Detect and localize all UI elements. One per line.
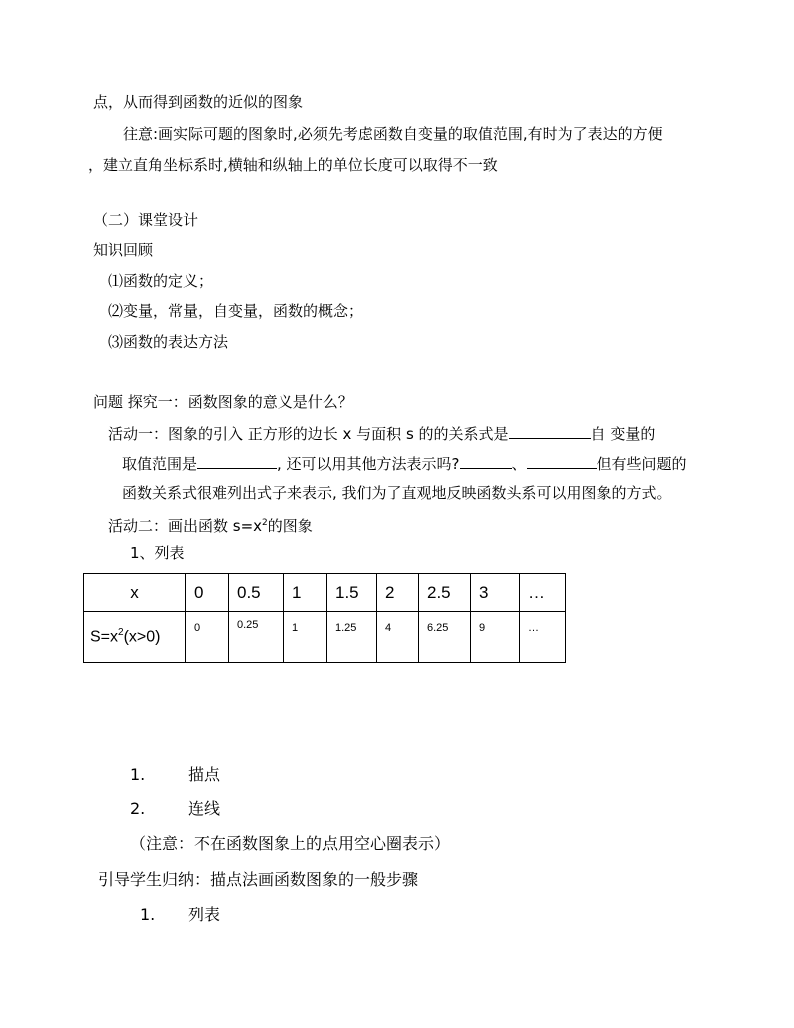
table-cell: 0 bbox=[186, 574, 229, 612]
s-header-pre: S=x bbox=[90, 628, 119, 646]
answer-blank-method-2 bbox=[527, 453, 597, 469]
table-cell: 1 bbox=[284, 574, 327, 612]
table-cell: 9 bbox=[471, 612, 520, 663]
step-list-label: 1、列表 bbox=[130, 544, 185, 562]
intro-line-3: ，建立直角坐标系时,横轴和纵轴上的单位长度可以取得不一致 bbox=[88, 156, 498, 174]
question-title: 问题 探究一：函数图象的意义是什么？ bbox=[93, 393, 353, 411]
table-cell: 0.25 bbox=[229, 612, 284, 663]
step-2-number: 2. bbox=[130, 799, 146, 818]
table-row bbox=[84, 612, 566, 663]
guide-line: 引导学生归纳：描点法画函数图象的一般步骤 bbox=[98, 870, 419, 889]
activity1-text-e: 、 bbox=[511, 455, 527, 473]
table-header-s bbox=[84, 612, 186, 663]
review-item-3: ⑶函数的表达方法 bbox=[108, 333, 229, 351]
table-cell: 1 bbox=[284, 612, 327, 663]
table-cell: … bbox=[520, 612, 566, 663]
step-1 bbox=[130, 765, 220, 785]
guide-step-1-text: 列表 bbox=[188, 905, 221, 924]
section-heading: （二）课堂设计 bbox=[93, 211, 199, 229]
activity1-text-d: , 还可以用其他方法表示吗? bbox=[277, 455, 460, 473]
review-title: 知识回顾 bbox=[93, 241, 154, 259]
table-cell: 0.5 bbox=[229, 574, 284, 612]
intro-line-1: 点，从而得到函数的近似的图象 bbox=[93, 93, 304, 111]
answer-blank-relation bbox=[509, 423, 591, 439]
step-2-text: 连线 bbox=[188, 799, 221, 818]
s-header-exponent: 2 bbox=[118, 627, 124, 639]
table-cell: 6.25 bbox=[419, 612, 471, 663]
step-1-number: 1. bbox=[130, 765, 146, 784]
answer-blank-range bbox=[197, 453, 277, 469]
value-table bbox=[83, 573, 566, 663]
table-cell: 1.25 bbox=[327, 612, 377, 663]
step-1-text: 描点 bbox=[188, 765, 221, 784]
activity1-text-f: 但有些问题的 bbox=[596, 455, 687, 473]
intro-line-2: 往意:画实际可题的图象时,必须先考虑函数自变量的取值范围,有时为了表达的方便 bbox=[123, 125, 663, 143]
activity1-text-a: 活动一：图象的引入 正方形的边长 x 与面积 s 的的关系式是 bbox=[108, 425, 509, 443]
activity2-line bbox=[108, 513, 313, 536]
activity2-text-post: 的图象 bbox=[267, 517, 313, 535]
activity2-text-pre: 活动二：画出函数 s=x bbox=[108, 517, 263, 535]
table-cell: 3 bbox=[471, 574, 520, 612]
s-header-post: (x>0) bbox=[123, 628, 161, 646]
activity2-exponent: 2 bbox=[262, 518, 268, 528]
table-cell: 1.5 bbox=[327, 574, 377, 612]
activity1-text-c: 取值范围是 bbox=[122, 455, 198, 473]
activity1-line-1 bbox=[108, 423, 655, 444]
step-2 bbox=[130, 799, 220, 819]
review-item-2: ⑵变量，常量，自变量，函数的概念； bbox=[108, 302, 364, 320]
guide-step-1 bbox=[140, 905, 220, 925]
note-line: （注意：不在函数图象上的点用空心圈表示） bbox=[130, 834, 451, 853]
table-cell: 4 bbox=[377, 612, 419, 663]
table-header-x: x bbox=[84, 574, 186, 612]
review-item-1: ⑴函数的定义； bbox=[108, 272, 214, 290]
table-cell: 2.5 bbox=[419, 574, 471, 612]
guide-step-1-number: 1. bbox=[140, 905, 156, 924]
activity1-line-2 bbox=[122, 453, 687, 474]
table-cell: … bbox=[520, 574, 566, 612]
activity1-line-3: 函数关系式很难列出式子来表示, 我们为了直观地反映函数头系可以用图象的方式。 bbox=[122, 484, 672, 502]
answer-blank-method-1 bbox=[460, 453, 512, 469]
table-row bbox=[84, 574, 566, 612]
activity1-text-b: 自 变量的 bbox=[590, 425, 656, 443]
table-cell: 0 bbox=[186, 612, 229, 663]
table-cell: 2 bbox=[377, 574, 419, 612]
